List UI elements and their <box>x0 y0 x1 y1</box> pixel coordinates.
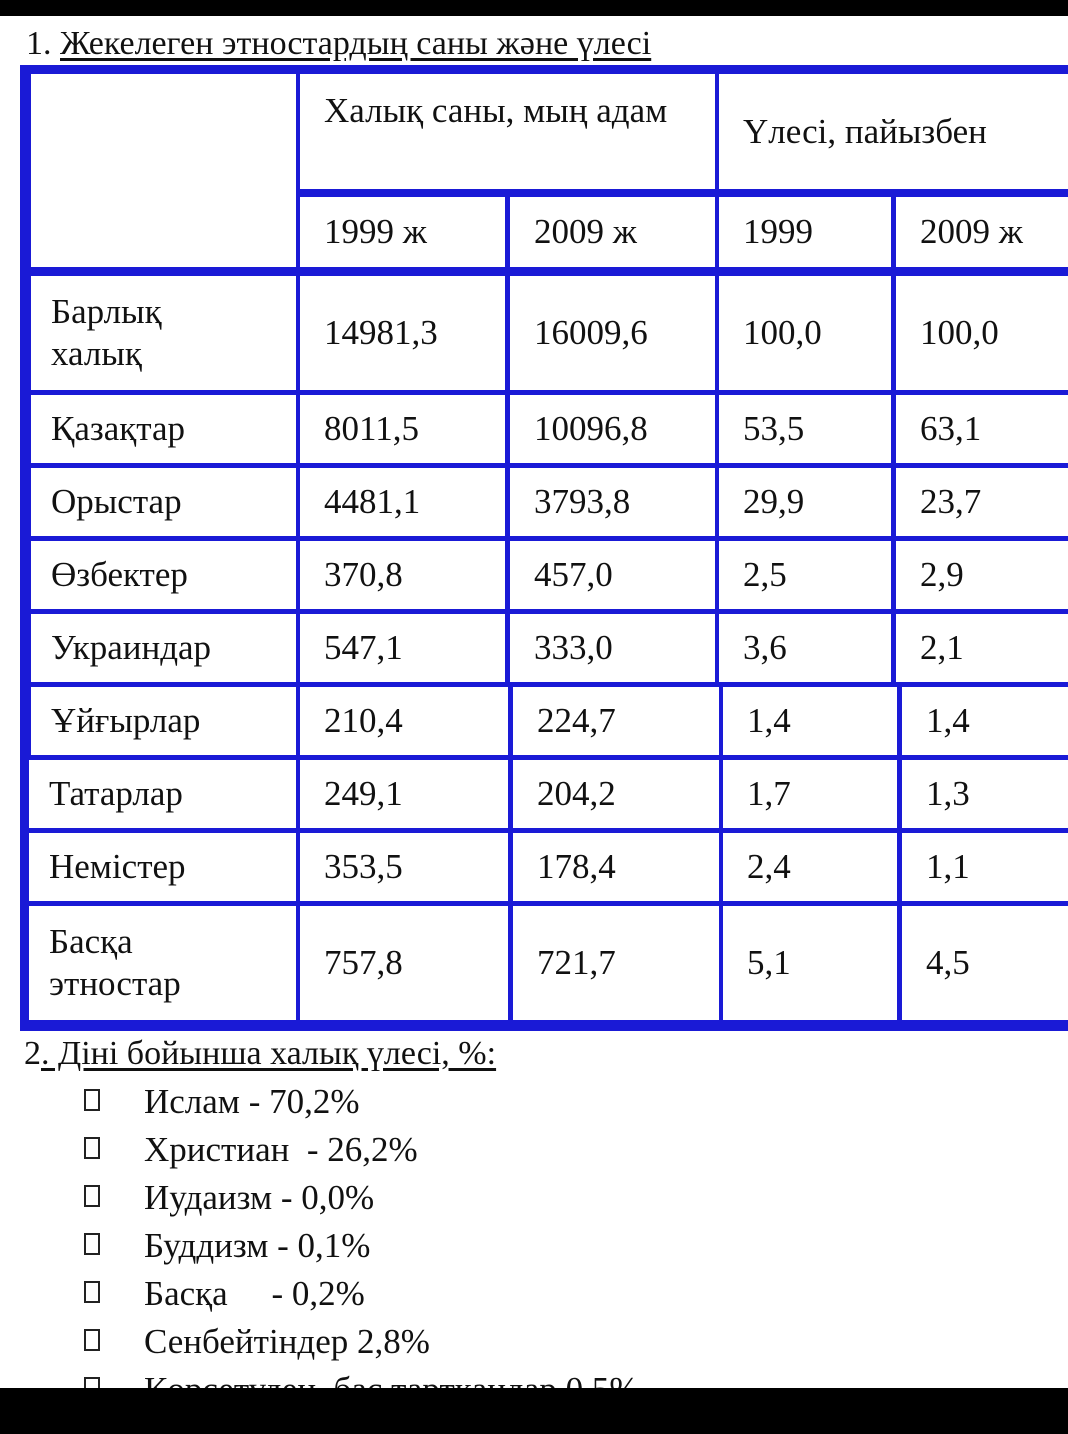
row-value-cell: 1,4 <box>723 687 897 755</box>
row-name-cell: Қазақтар <box>31 395 296 463</box>
bullet-box-icon <box>84 1233 100 1255</box>
religion-heading-text: . Діні бойынша халық үлесі, %: <box>41 1035 497 1072</box>
row-value-cell: 224,7 <box>513 687 719 755</box>
row-value-cell: 757,8 <box>300 906 508 1020</box>
row-value-cell: 1,4 <box>902 687 1068 755</box>
row-value-cell: 1,1 <box>902 833 1068 901</box>
row-value-cell: 5,1 <box>723 906 897 1020</box>
row-name-cell: Ұйғырлар <box>31 687 296 755</box>
table-heading <box>26 24 651 64</box>
row-value-cell: 2,1 <box>896 614 1068 682</box>
header-corner-cell <box>31 74 296 267</box>
row-value-cell: 14981,3 <box>300 276 505 390</box>
row-name-cell: Орыстар <box>31 468 296 536</box>
religion-heading <box>24 1034 496 1074</box>
row-value-cell: 16009,6 <box>510 276 715 390</box>
header-year-share-1999: 1999 <box>719 197 891 267</box>
religion-heading-number: 2 <box>24 1035 41 1072</box>
row-value-cell: 2,5 <box>719 541 891 609</box>
row-value-cell: 457,0 <box>510 541 715 609</box>
bullet-box-icon <box>84 1185 100 1207</box>
header-share-text: Үлесі, пайызбен <box>743 111 987 151</box>
header-share-group <box>719 74 1068 189</box>
bullet-box-icon <box>84 1089 100 1111</box>
header-year-pop-1999: 1999 ж <box>300 197 505 267</box>
row-value-cell: 3793,8 <box>510 468 715 536</box>
row-value-cell: 63,1 <box>896 395 1068 463</box>
header-population-group <box>300 74 715 189</box>
bullet-box-icon <box>84 1281 100 1303</box>
row-value-cell: 4,5 <box>902 906 1068 1020</box>
row-value-cell: 53,5 <box>719 395 891 463</box>
row-value-cell: 1,3 <box>902 760 1068 828</box>
row-value-cell: 4481,1 <box>300 468 505 536</box>
row-value-cell: 370,8 <box>300 541 505 609</box>
row-value-cell: 333,0 <box>510 614 715 682</box>
row-value-cell: 210,4 <box>300 687 508 755</box>
row-value-cell: 29,9 <box>719 468 891 536</box>
ethnic-population-table <box>20 65 1068 1031</box>
row-value-cell: 249,1 <box>300 760 508 828</box>
row-value-cell: 100,0 <box>896 276 1068 390</box>
header-population-label <box>324 90 695 132</box>
row-name-cell: Украиндар <box>31 614 296 682</box>
row-value-cell: 547,1 <box>300 614 505 682</box>
row-value-cell: 23,7 <box>896 468 1068 536</box>
bullet-box-icon <box>84 1329 100 1351</box>
row-name-cell: Өзбектер <box>31 541 296 609</box>
row-value-cell: 178,4 <box>513 833 719 901</box>
table-heading-text: Жекелеген этностардың саны және үлесі <box>60 25 652 62</box>
bullet-box-icon <box>84 1137 100 1159</box>
row-value-cell: 353,5 <box>300 833 508 901</box>
header-year-pop-2009: 2009 ж <box>510 197 715 267</box>
header-population-text: Халық саны, мың адам <box>324 91 668 130</box>
top-black-bar <box>0 0 1068 16</box>
row-value-cell: 100,0 <box>719 276 891 390</box>
row-name-cell: Барлық халық <box>31 276 296 390</box>
row-name-cell: Татарлар <box>29 760 296 828</box>
row-value-cell: 2,9 <box>896 541 1068 609</box>
bottom-black-bar <box>0 1388 1068 1434</box>
row-name-cell: Басқа этностар <box>29 906 296 1020</box>
row-value-cell: 8011,5 <box>300 395 505 463</box>
table-heading-number: 1. <box>26 25 52 62</box>
header-year-share-2009: 2009 ж <box>896 197 1068 267</box>
row-value-cell: 3,6 <box>719 614 891 682</box>
row-value-cell: 721,7 <box>513 906 719 1020</box>
row-value-cell: 1,7 <box>723 760 897 828</box>
row-value-cell: 10096,8 <box>510 395 715 463</box>
row-value-cell: 2,4 <box>723 833 897 901</box>
row-name-cell: Немістер <box>29 833 296 901</box>
row-value-cell: 204,2 <box>513 760 719 828</box>
